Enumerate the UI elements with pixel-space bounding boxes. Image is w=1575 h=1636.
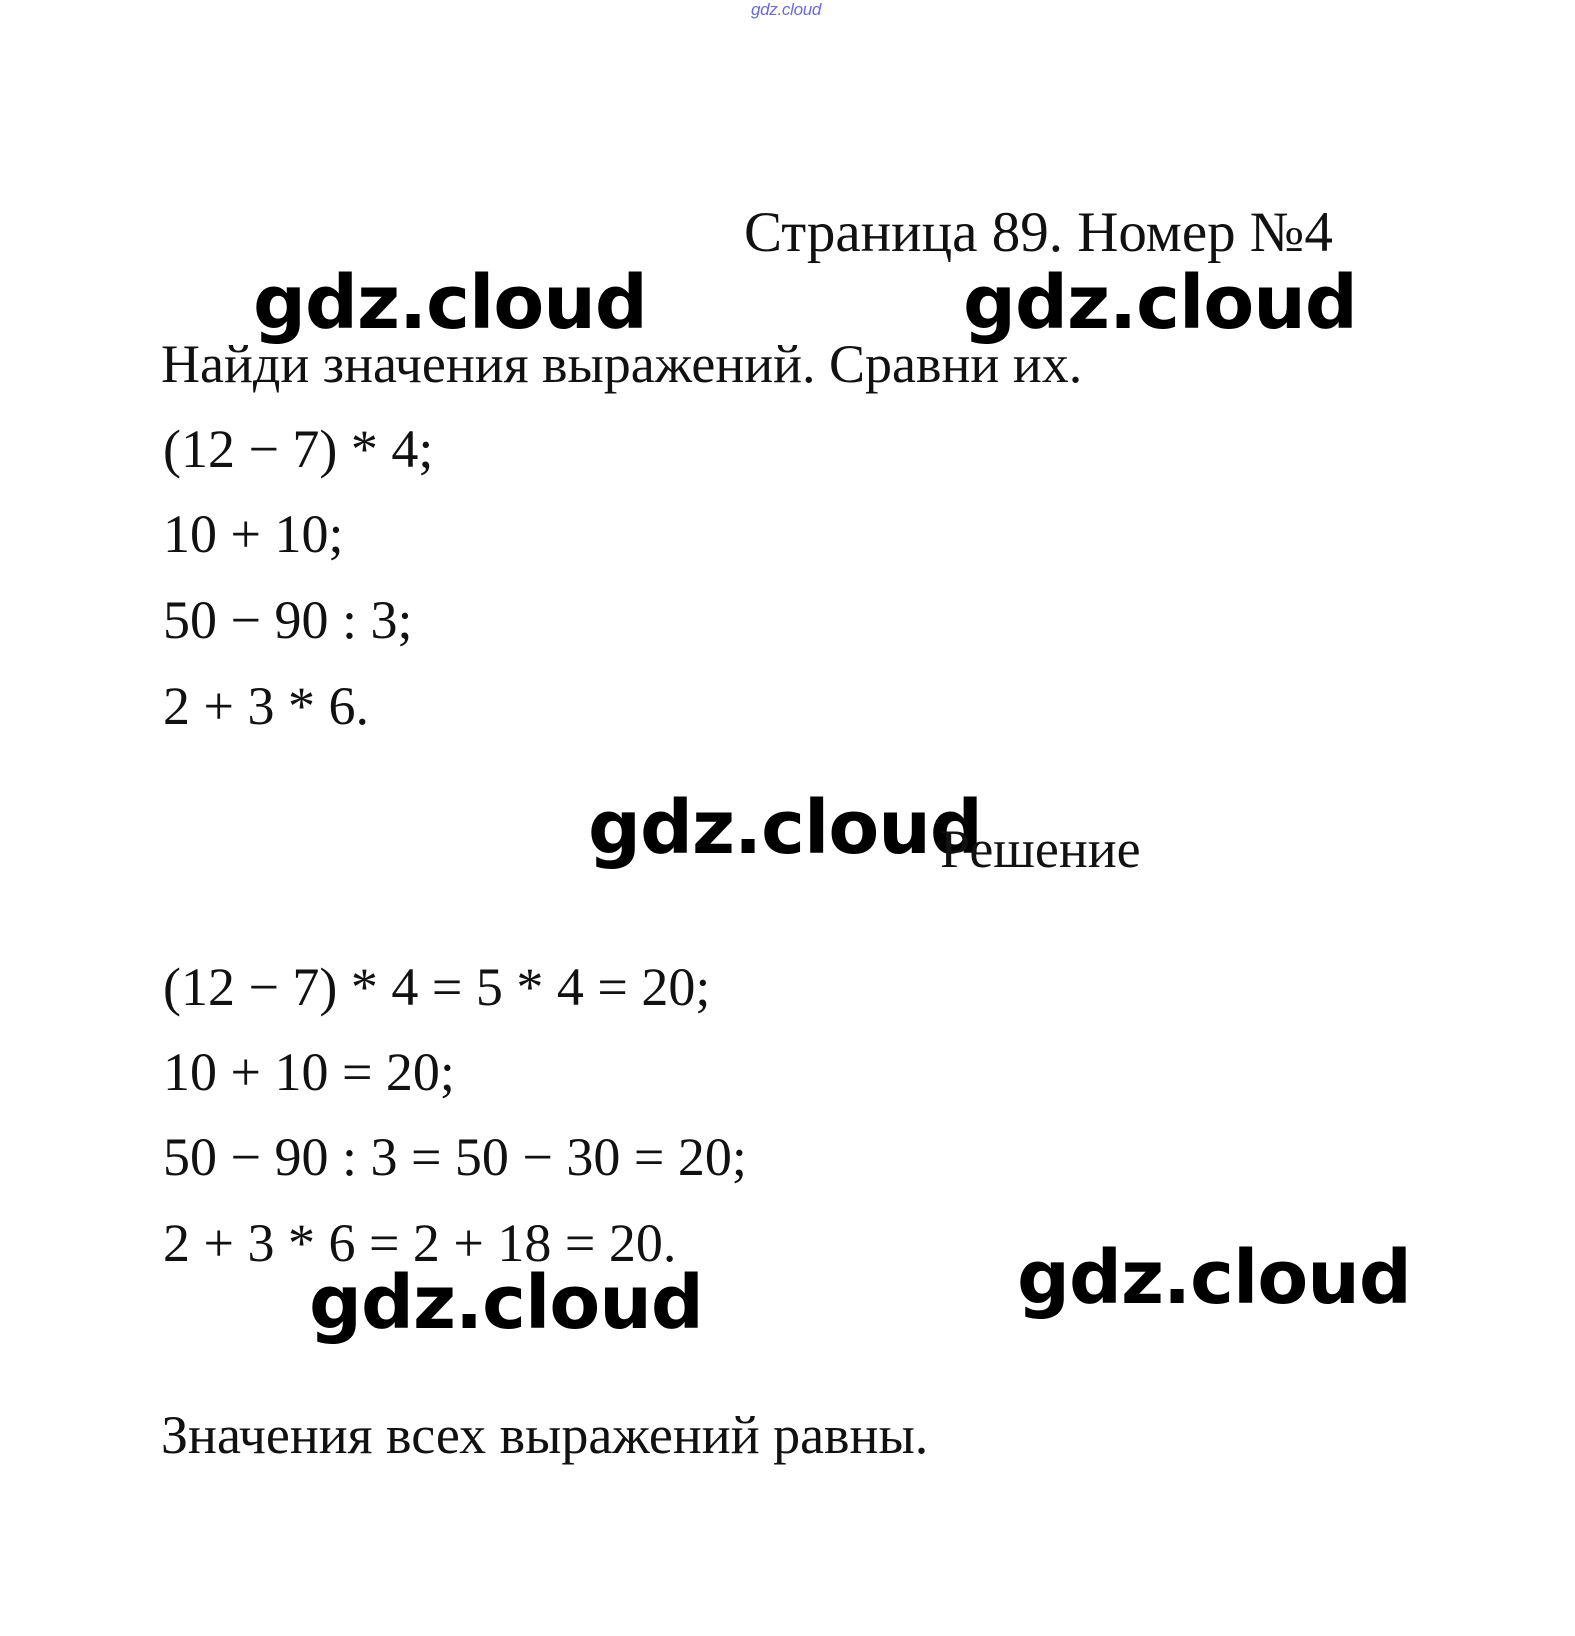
watermark-1: gdz.cloud xyxy=(253,260,647,346)
expression-4: 2 + 3 * 6. xyxy=(163,676,369,736)
solution-4: 2 + 3 * 6 = 2 + 18 = 20. xyxy=(163,1213,677,1273)
expression-1: (12 − 7) * 4; xyxy=(163,419,434,479)
solution-3: 50 − 90 : 3 = 50 − 30 = 20; xyxy=(163,1127,747,1187)
solution-1: (12 − 7) * 4 = 5 * 4 = 20; xyxy=(163,957,711,1017)
task-text: Найди значения выражений. Сравни их. xyxy=(161,334,1083,394)
expression-2: 10 + 10; xyxy=(163,504,344,564)
solution-title: Решение xyxy=(940,819,1141,879)
page-header: Страница 89. Номер №4 xyxy=(744,201,1333,264)
watermark-4: gdz.cloud xyxy=(1017,1235,1411,1321)
solution-2: 10 + 10 = 20; xyxy=(163,1042,455,1102)
expression-3: 50 − 90 : 3; xyxy=(163,590,413,650)
watermark-2: gdz.cloud xyxy=(963,260,1357,346)
conclusion-text: Значения всех выражений равны. xyxy=(161,1405,929,1465)
watermark-3: gdz.cloud xyxy=(588,785,982,871)
top-watermark: gdz.cloud xyxy=(751,0,822,19)
watermark-5: gdz.cloud xyxy=(309,1260,703,1346)
